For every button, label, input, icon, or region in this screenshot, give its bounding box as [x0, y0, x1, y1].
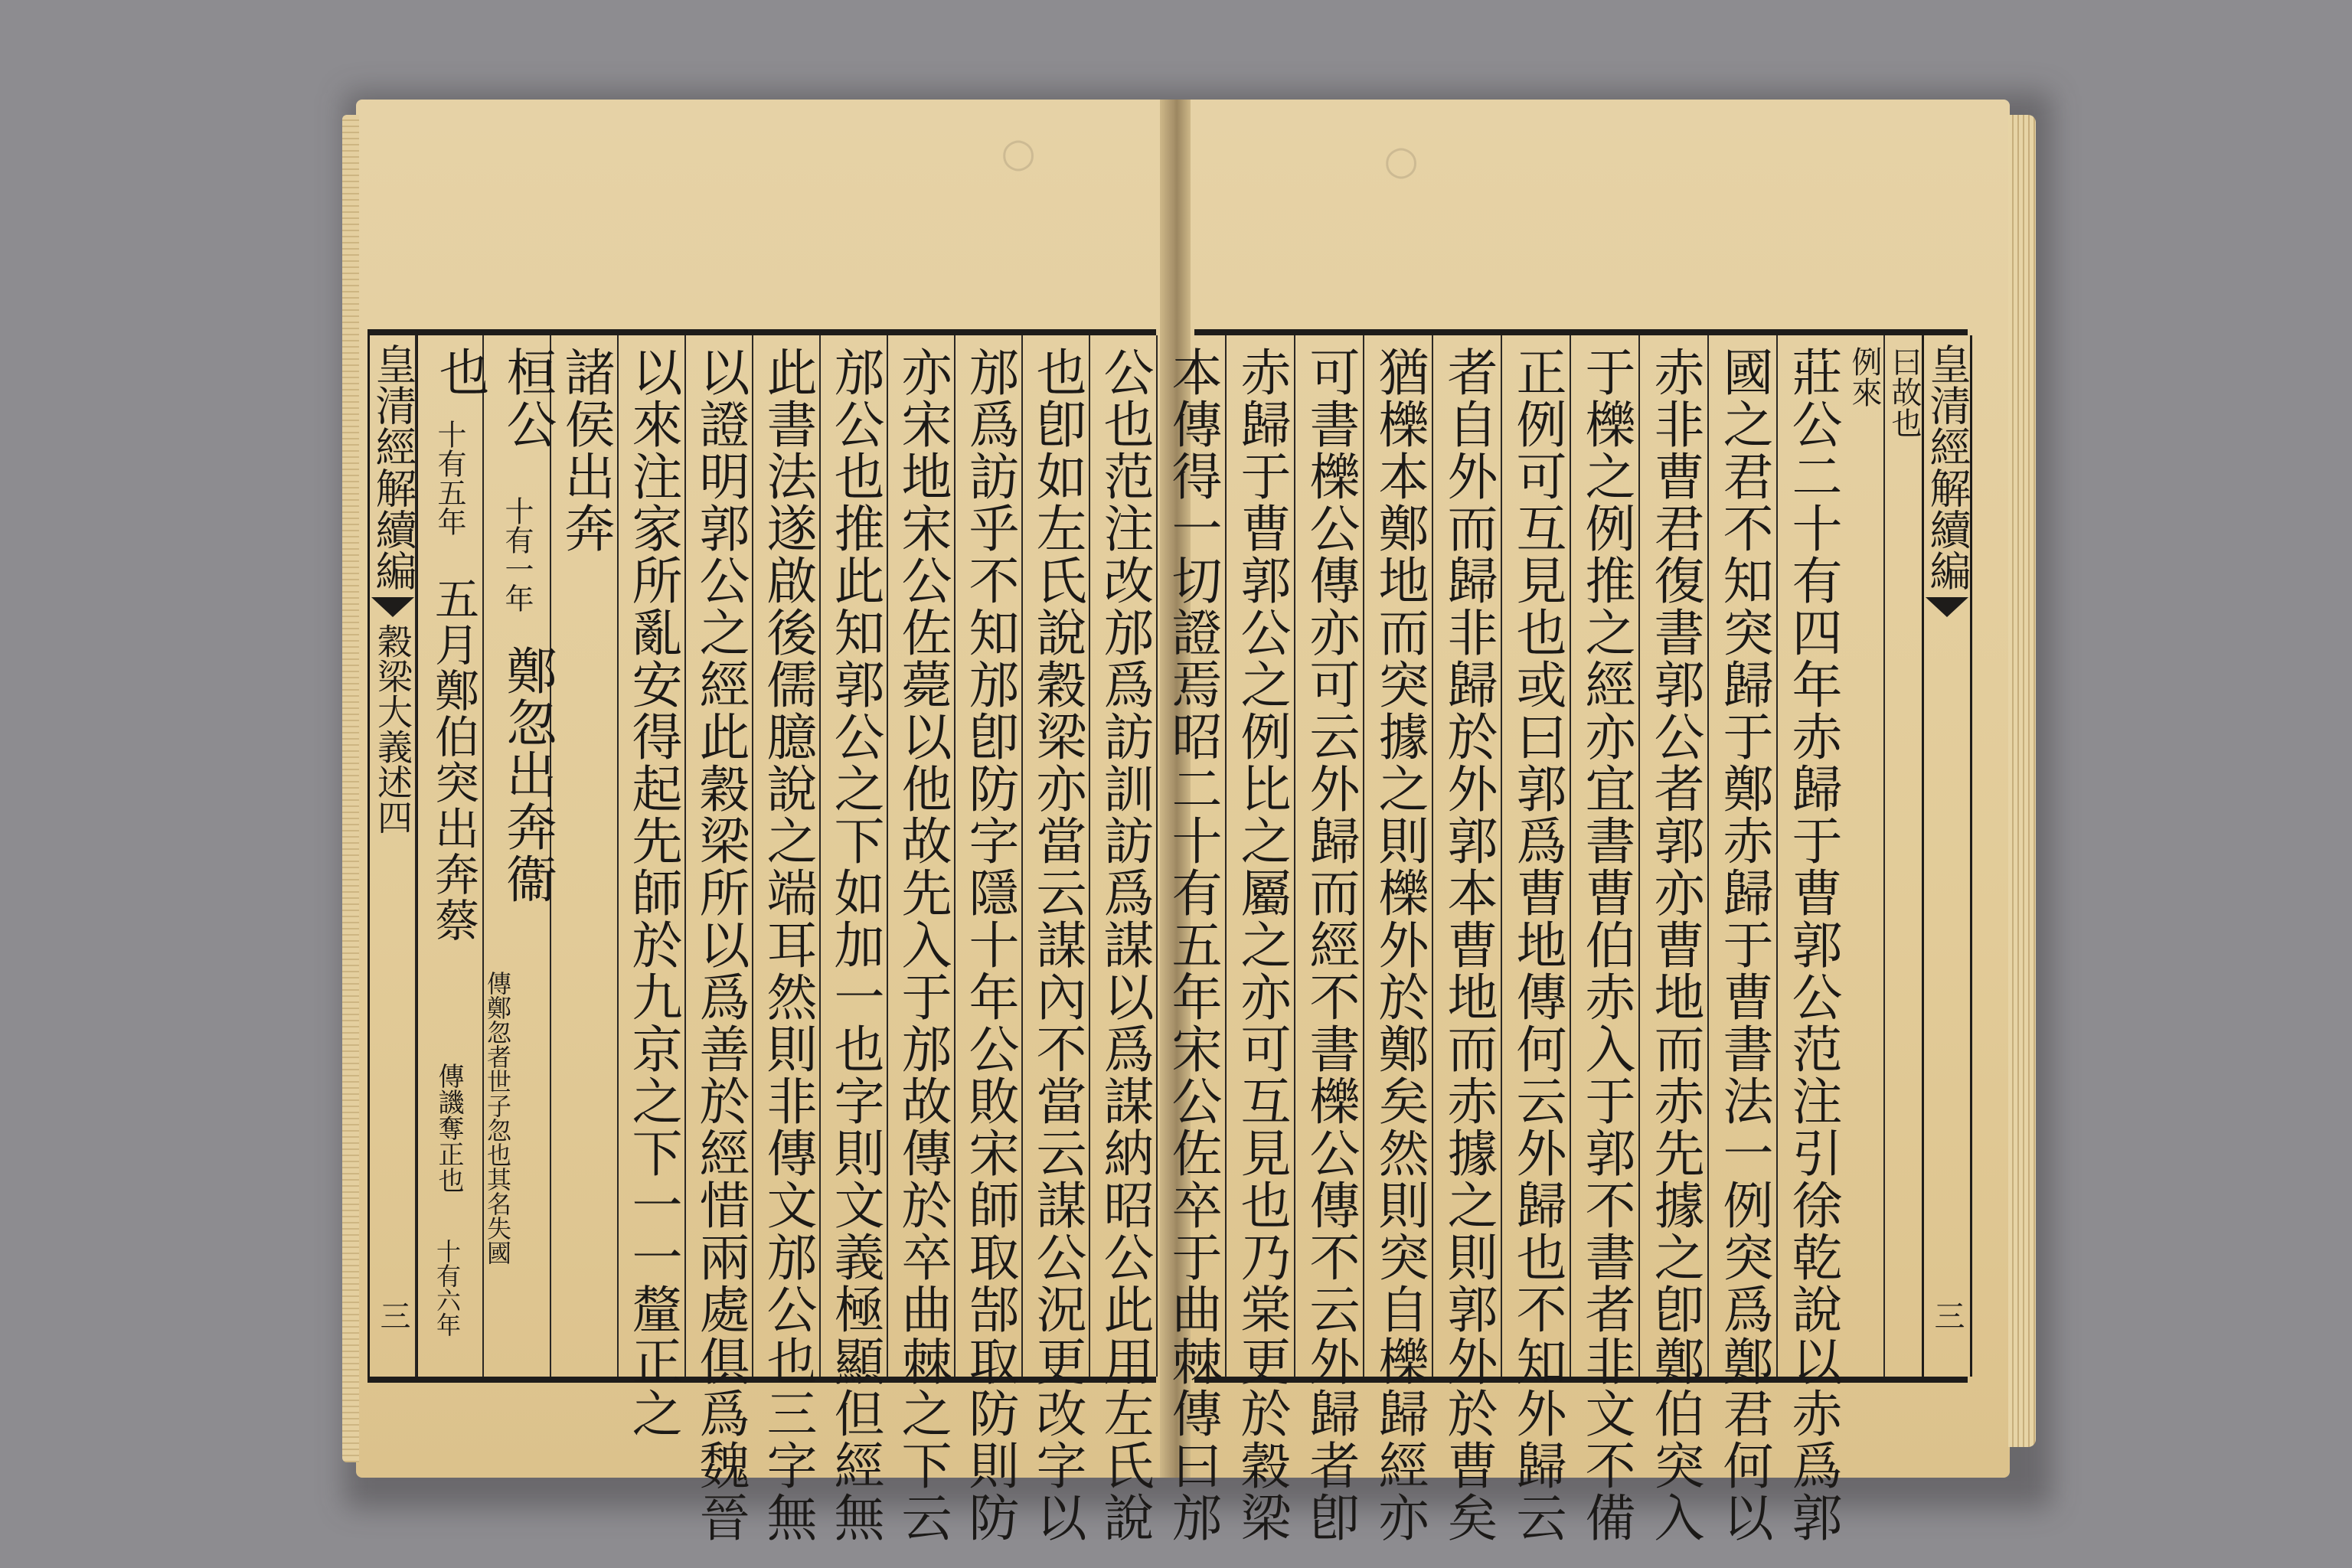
column-text: 正例可互見也或曰郭爲曹地傳何云外歸也不知外歸云: [1508, 346, 1566, 1544]
column-text: 莊公二十有四年赤歸于曹郭公范注引徐乾說以赤爲郭: [1783, 346, 1842, 1544]
bleed-through-mark: ○: [995, 130, 1041, 176]
text-column-ye: [415, 335, 489, 1377]
fold-subtitle: 穀梁大義述四: [372, 623, 413, 835]
text-column: [752, 335, 821, 1544]
column-text: 猶櫟本鄭地而突據之則櫟外於鄭矣然則突自櫟歸經亦: [1370, 346, 1429, 1544]
text-column: [1638, 335, 1709, 1544]
text-column-heng: [482, 335, 557, 1377]
text-column: [819, 335, 888, 1544]
text-column: [1089, 335, 1158, 1544]
fold-title-right: 皇清經解續編: [1923, 343, 1971, 591]
fish-tail-mark: [1926, 597, 1968, 617]
column-text: 也卽如左氏說穀梁亦當云謀內不當云謀公況更改字以: [1027, 346, 1086, 1544]
text-column: [1432, 335, 1502, 1544]
column-text: 可書櫟公傳亦可云外歸而經不書櫟公傳不云外歸者卽: [1301, 346, 1360, 1544]
column-text: 國之君不知突歸于鄭赤歸于曹書法一例突爲鄭君何以: [1714, 346, 1773, 1544]
text-column: [887, 335, 956, 1544]
column-text: 曰故也: [1886, 346, 1922, 438]
text-column: [1294, 335, 1364, 1544]
text-column: [1225, 335, 1295, 1544]
text-column: [1156, 335, 1227, 1544]
right-text-frame: [1163, 329, 1971, 1544]
column-text: 亦宋地宋公佐薨以他故先入于邡故傳於卒曲棘之下云: [893, 346, 952, 1544]
column-text: 者自外而歸非歸於外郭本曹地而赤據之則郭外於曹矣: [1439, 346, 1498, 1544]
column-text: 也: [430, 346, 489, 398]
right-fold-strip: [1922, 335, 1972, 1377]
fold-title: 皇清經解續編: [369, 343, 417, 591]
interlinear-note: 傳譏奪正也: [433, 1063, 464, 1193]
column-text: 鄭忽出奔衞: [498, 645, 557, 905]
column-text: 本傳得一切證焉昭二十有五年宋公佐卒于曲棘傳曰邡: [1163, 346, 1222, 1544]
text-column: [617, 335, 686, 1439]
text-column: [1570, 335, 1640, 1544]
leaf-number: 三: [375, 1300, 410, 1331]
text-column: [1363, 335, 1433, 1544]
text-column: [1501, 335, 1571, 1544]
interlinear-note: 十有五年: [433, 420, 466, 536]
left-text-frame: [368, 329, 1156, 1544]
text-column-small: [1845, 335, 1883, 1377]
column-text: 邡公也推此知郭公之下如加一也字則文義極顯但經無: [825, 346, 884, 1544]
interlinear-note: 十有一年: [500, 496, 534, 612]
text-column: [1707, 335, 1778, 1544]
left-fold-strip: [368, 335, 418, 1377]
column-text: 赤歸于曹郭公之例比之屬之亦可互見也乃棠更於穀梁: [1232, 346, 1291, 1544]
text-column: [1021, 335, 1090, 1544]
text-column-small: [1883, 335, 1923, 1377]
column-text: 公也范注改邡爲訪訓訪爲謀以爲謀納昭公此用左氏說: [1095, 346, 1154, 1544]
column-text: 赤非曹君復書郭公者郭亦曹地而赤先據之卽鄭伯突入: [1645, 346, 1704, 1544]
column-text: 五月鄭伯突出奔蔡: [427, 576, 479, 943]
column-text: 于櫟之例推之經亦宜書曹伯赤入于郭不書者非文不備: [1576, 346, 1635, 1544]
text-column: [684, 335, 753, 1544]
text-column: [1776, 335, 1847, 1544]
column-text: 諸侯出奔: [556, 346, 615, 554]
column-text: 此書法遂啟後儒臆說之端耳然則非傳文邡公也三字無: [758, 346, 817, 1544]
column-text: 例來: [1847, 346, 1882, 407]
interlinear-note: 十有六年: [433, 1239, 462, 1337]
column-text: 以證明郭公之經此穀梁所以爲善於經惜兩處俱爲魏晉: [691, 346, 750, 1544]
leaf-number-right: 三: [1929, 1300, 1965, 1331]
fish-tail-mark: [371, 597, 414, 617]
column-text: 桓公: [498, 346, 557, 450]
bleed-through-mark: ○: [1378, 138, 1424, 184]
column-text: 以來注家所亂安得起先師於九京之下一一釐正之: [623, 346, 682, 1439]
column-text: 邡爲訪乎不知邡卽防字隱十年公敗宋師取郜取防則防: [960, 346, 1019, 1544]
text-column: [954, 335, 1023, 1544]
interlinear-note: 傳鄭忽者世子忽也其名失國: [483, 971, 512, 1265]
